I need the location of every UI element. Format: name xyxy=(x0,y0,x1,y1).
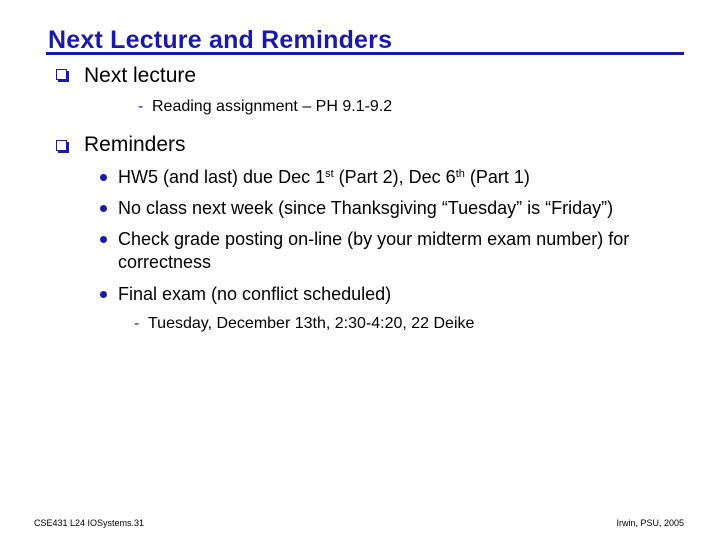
reminder-final-exam: Final exam (no conflict scheduled) xyxy=(118,284,392,304)
footer-right: Irwin, PSU, 2005 xyxy=(616,518,684,528)
round-bullet-icon xyxy=(100,174,107,181)
section-heading-next-lecture: Next lecture xyxy=(84,64,197,87)
footer-left: CSE431 L24 IOSystems.31 xyxy=(34,518,145,528)
reminder-hw5: HW5 (and last) due Dec 1st (Part 2), Dec 6th (Part 1) xyxy=(118,167,530,187)
final-exam-details: Tuesday, December 13th, 2:30-4:20, 22 Deike xyxy=(148,315,475,332)
round-bullet-icon xyxy=(100,205,107,212)
title-underline xyxy=(46,52,684,55)
slide-title: Next Lecture and Reminders xyxy=(48,26,393,54)
round-bullet-icon xyxy=(100,236,107,243)
dash-bullet-icon: - xyxy=(134,315,140,332)
reminder-grade-posting: Check grade posting on-line (by your midterm exam number) for correctness xyxy=(118,229,630,272)
square-bullet-icon xyxy=(56,140,67,151)
dash-bullet-icon: - xyxy=(138,98,144,115)
square-bullet-icon xyxy=(56,69,67,80)
section-heading-reminders: Reminders xyxy=(84,133,186,156)
reading-assignment: Reading assignment – PH 9.1-9.2 xyxy=(152,98,393,115)
reminder-no-class: No class next week (since Thanksgiving “Tuesday” is “Friday”) xyxy=(118,198,614,218)
round-bullet-icon xyxy=(100,291,107,298)
